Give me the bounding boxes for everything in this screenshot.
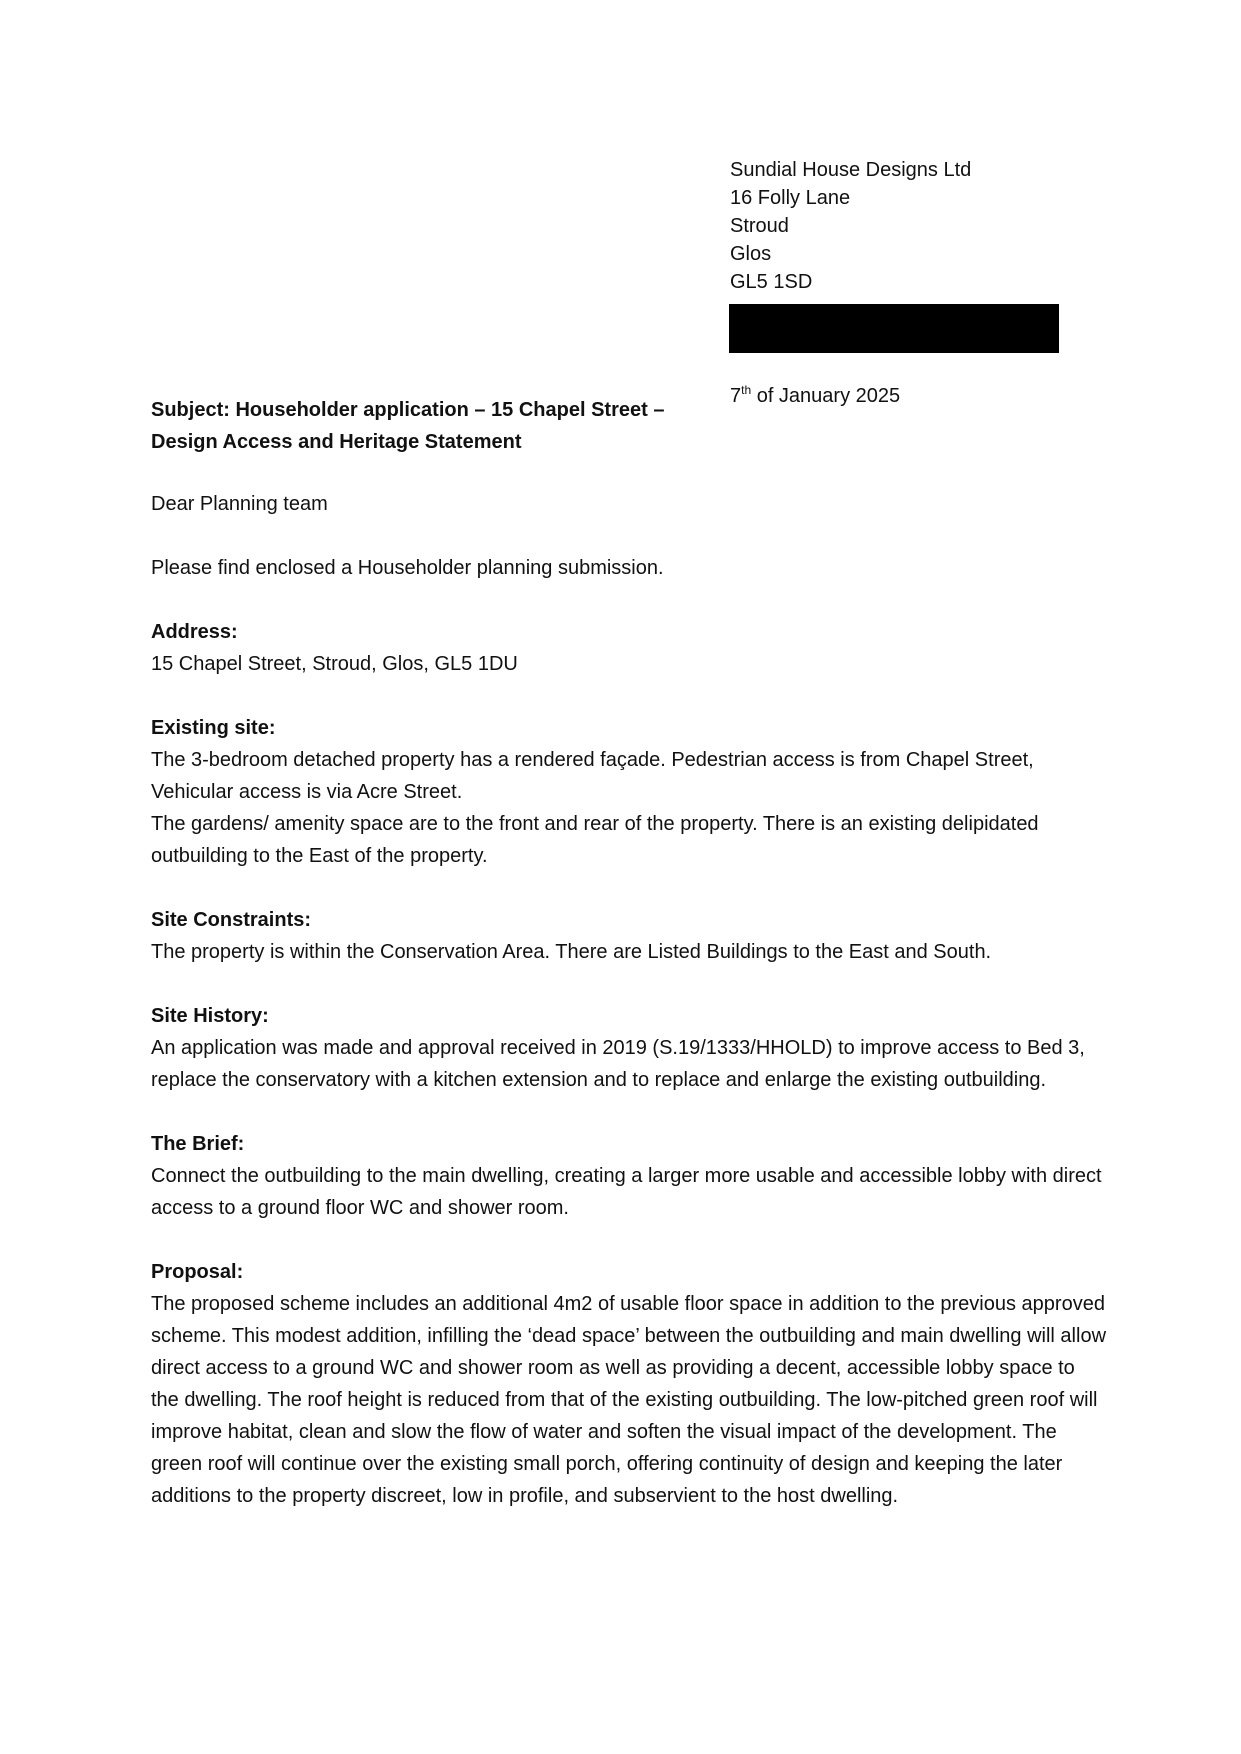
- section-text: An application was made and approval received in 2019 (S.19/1333/HHOLD) to improve access to Bed 3, replace the conservatory with a kitchen extension and to replace and enlarge the existing outbuilding.: [151, 1037, 1085, 1091]
- section-site-constraints: [151, 904, 1106, 968]
- date-day: 7: [730, 385, 742, 407]
- section-site-history: [151, 1000, 1106, 1096]
- section-text: Connect the outbuilding to the main dwelling, creating a larger more usable and accessible lobby with direct access to a ground floor WC and shower room.: [151, 1165, 1102, 1219]
- section-title: Site History:: [151, 1005, 269, 1027]
- sender-street: 16 Folly Lane: [730, 187, 851, 209]
- redaction-bar: [729, 304, 1059, 353]
- intro-paragraph: Please find enclosed a Householder planning submission.: [151, 557, 664, 579]
- section-proposal: [151, 1256, 1106, 1512]
- section-title: Existing site:: [151, 717, 276, 739]
- sender-county: Glos: [730, 243, 772, 265]
- section-address: [151, 616, 1106, 680]
- date-rest: of January 2025: [751, 385, 901, 407]
- section-text: The property is within the Conservation Area. There are Listed Buildings to the East and South.: [151, 941, 992, 963]
- section-existing-site: [151, 712, 1106, 872]
- letter-body: [151, 488, 1106, 1512]
- section-text: 15 Chapel Street, Stroud, Glos, GL5 1DU: [151, 653, 518, 675]
- sender-address-block: [730, 156, 971, 296]
- section-paragraph: The gardens/ amenity space are to the front and rear of the property. There is an existing delipidated outbuilding to the East of the property.: [151, 813, 1039, 867]
- subject-line-2: Design Access and Heritage Statement: [151, 431, 522, 453]
- date-ordinal-suffix: th: [741, 383, 752, 397]
- subject-heading: [151, 394, 711, 458]
- section-title: The Brief:: [151, 1133, 245, 1155]
- sender-postcode: GL5 1SD: [730, 271, 813, 293]
- section-title: Address:: [151, 621, 238, 643]
- section-paragraph: The 3-bedroom detached property has a rendered façade. Pedestrian access is from Chapel Street, Vehicular access is via Acre Street.: [151, 749, 1034, 803]
- section-title: Proposal:: [151, 1261, 244, 1283]
- sender-company: Sundial House Designs Ltd: [730, 159, 972, 181]
- subject-line-1: Subject: Householder application – 15 Chapel Street –: [151, 399, 665, 421]
- section-title: Site Constraints:: [151, 909, 312, 931]
- sender-town: Stroud: [730, 215, 789, 237]
- greeting: Dear Planning team: [151, 493, 328, 515]
- section-text: The proposed scheme includes an additional 4m2 of usable floor space in addition to the previous approved scheme. This modest addition, infilling the ‘dead space’ between the outbuilding and main dwelling will allow direct access to a ground WC and shower room as well as providing a decent, accessible lobby space to the dwelling. The roof height is reduced from that of the existing outbuilding. The low-pitched green roof will improve habitat, clean and slow the flow of water and soften the visual impact of the development. The green roof will continue over the existing small porch, offering continuity of design and keeping the later additions to the property discreet, low in profile, and subservient to the host dwelling.: [151, 1293, 1107, 1507]
- letter-date: [730, 380, 900, 412]
- section-brief: [151, 1128, 1106, 1224]
